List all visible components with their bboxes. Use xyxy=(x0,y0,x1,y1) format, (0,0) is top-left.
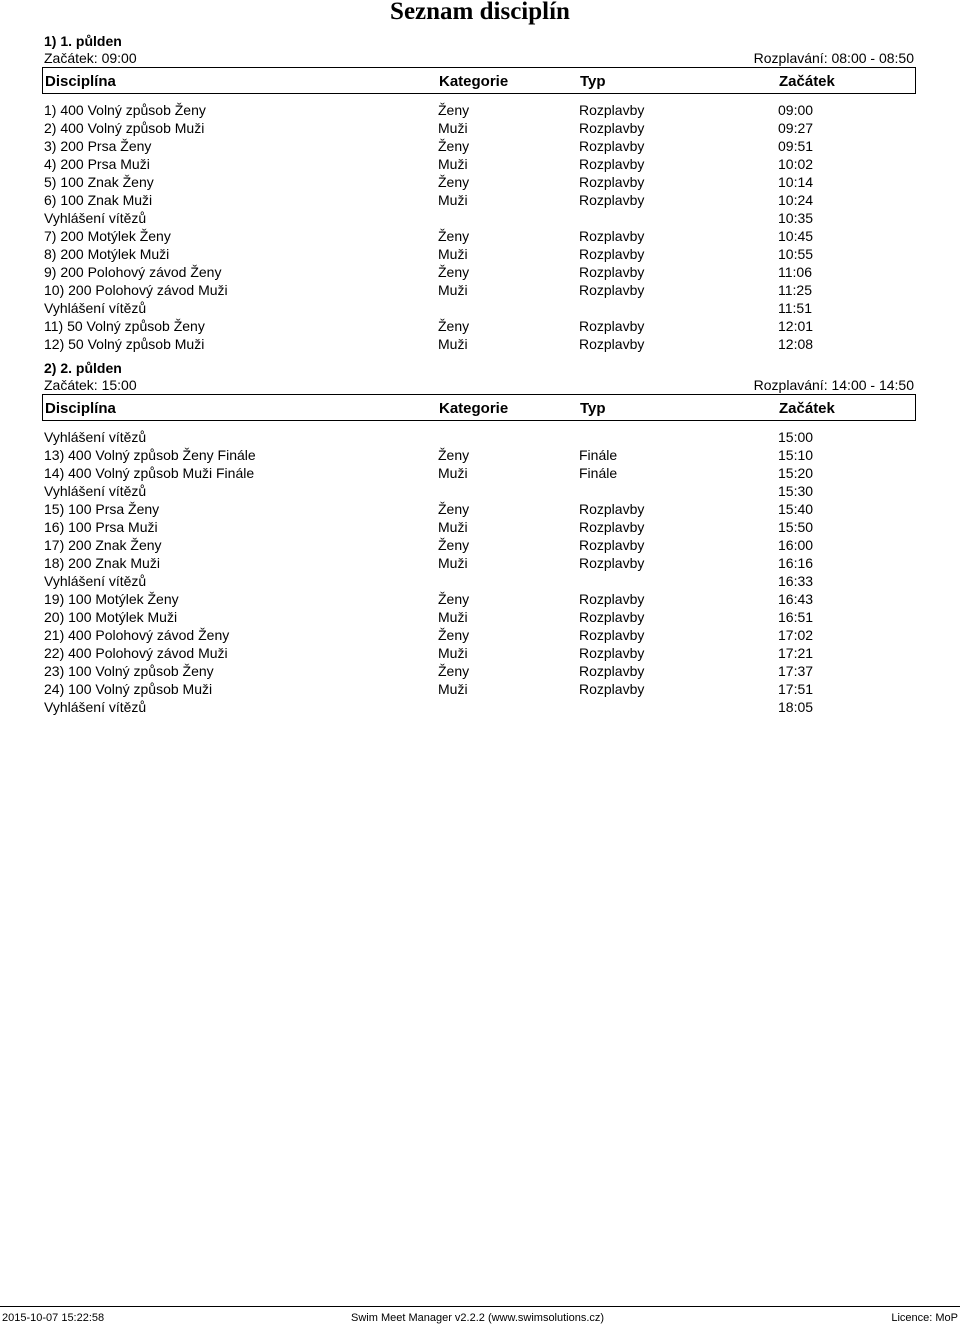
event-name: Vyhlášení vítězů xyxy=(44,300,147,316)
event-name: 16) 100 Prsa Muži xyxy=(44,519,158,535)
event-start-time: 09:00 xyxy=(778,102,814,118)
table-row xyxy=(44,482,918,500)
column-header-type: Typ xyxy=(580,400,606,417)
event-category: Muži xyxy=(438,681,468,697)
event-type: Rozplavby xyxy=(579,681,645,697)
table-row xyxy=(44,299,918,317)
event-category: Ženy xyxy=(438,138,470,154)
table-row xyxy=(44,173,918,191)
event-category: Ženy xyxy=(438,591,470,607)
event-type: Rozplavby xyxy=(579,138,645,154)
event-name: Vyhlášení vítězů xyxy=(44,699,147,715)
table-row xyxy=(44,446,918,464)
event-type: Finále xyxy=(579,465,618,481)
event-name: 5) 100 Znak Ženy xyxy=(44,174,154,190)
table-row xyxy=(44,662,918,680)
event-start-time: 17:51 xyxy=(778,681,814,697)
event-category: Muži xyxy=(438,555,468,571)
event-start-time: 10:24 xyxy=(778,192,814,208)
table-row xyxy=(44,644,918,662)
column-header-start: Začátek xyxy=(779,73,835,90)
event-name: Vyhlášení vítězů xyxy=(44,573,147,589)
event-name: 13) 400 Volný způsob Ženy Finále xyxy=(44,447,256,463)
table-row xyxy=(44,191,918,209)
table-row xyxy=(44,245,918,263)
section-warmup-time: Rozplavání: 08:00 - 08:50 xyxy=(753,50,914,66)
event-type: Rozplavby xyxy=(579,336,645,352)
event-start-time: 15:10 xyxy=(778,447,814,463)
event-name: 22) 400 Polohový závod Muži xyxy=(44,645,228,661)
event-type: Rozplavby xyxy=(579,246,645,262)
page-footer xyxy=(0,1306,960,1327)
event-category: Muži xyxy=(438,519,468,535)
event-type: Rozplavby xyxy=(579,228,645,244)
column-header-discipline: Disciplína xyxy=(45,400,116,417)
event-start-time: 09:27 xyxy=(778,120,814,136)
event-type: Rozplavby xyxy=(579,174,645,190)
event-type: Rozplavby xyxy=(579,282,645,298)
event-name: 18) 200 Znak Muži xyxy=(44,555,160,571)
event-name: 19) 100 Motýlek Ženy xyxy=(44,591,179,607)
event-type: Rozplavby xyxy=(579,501,645,517)
table-row xyxy=(44,698,918,716)
table-row xyxy=(44,626,918,644)
event-list xyxy=(44,101,918,353)
event-name: 8) 200 Motýlek Muži xyxy=(44,246,170,262)
table-row xyxy=(44,464,918,482)
event-name: 23) 100 Volný způsob Ženy xyxy=(44,663,214,679)
column-header-discipline: Disciplína xyxy=(45,73,116,90)
event-name: 1) 400 Volný způsob Ženy xyxy=(44,102,206,118)
table-row xyxy=(44,500,918,518)
event-name: 24) 100 Volný způsob Muži xyxy=(44,681,213,697)
event-type: Finále xyxy=(579,447,618,463)
event-category: Muži xyxy=(438,246,468,262)
section-start-time: Začátek: 15:00 xyxy=(44,377,137,393)
event-name: Vyhlášení vítězů xyxy=(44,210,147,226)
event-category: Muži xyxy=(438,192,468,208)
event-name: 17) 200 Znak Ženy xyxy=(44,537,162,553)
table-row xyxy=(44,227,918,245)
event-type: Rozplavby xyxy=(579,645,645,661)
table-row xyxy=(44,536,918,554)
table-row xyxy=(44,518,918,536)
event-start-time: 11:25 xyxy=(778,282,812,298)
table-row xyxy=(44,572,918,590)
event-category: Muži xyxy=(438,645,468,661)
event-type: Rozplavby xyxy=(579,318,645,334)
event-category: Ženy xyxy=(438,627,470,643)
event-start-time: 15:00 xyxy=(778,429,814,445)
event-name: 15) 100 Prsa Ženy xyxy=(44,501,160,517)
event-name: 4) 200 Prsa Muži xyxy=(44,156,150,172)
column-header-category: Kategorie xyxy=(439,73,509,90)
table-header xyxy=(42,67,916,94)
event-name: Vyhlášení vítězů xyxy=(44,429,147,445)
event-type: Rozplavby xyxy=(579,663,645,679)
table-row xyxy=(44,317,918,335)
event-start-time: 15:50 xyxy=(778,519,814,535)
event-name: 9) 200 Polohový závod Ženy xyxy=(44,264,222,280)
event-start-time: 16:43 xyxy=(778,591,814,607)
event-type: Rozplavby xyxy=(579,120,645,136)
event-start-time: 16:51 xyxy=(778,609,814,625)
event-category: Ženy xyxy=(438,537,470,553)
event-start-time: 10:35 xyxy=(778,210,814,226)
event-type: Rozplavby xyxy=(579,519,645,535)
table-row xyxy=(44,137,918,155)
event-start-time: 18:05 xyxy=(778,699,814,715)
event-start-time: 17:21 xyxy=(778,645,814,661)
event-start-time: 17:02 xyxy=(778,627,814,643)
event-name: 6) 100 Znak Muži xyxy=(44,192,153,208)
column-header-type: Typ xyxy=(580,73,606,90)
footer-timestamp: 2015-10-07 15:22:58 xyxy=(2,1312,105,1324)
table-row xyxy=(44,608,918,626)
event-type: Rozplavby xyxy=(579,192,645,208)
table-header xyxy=(42,394,916,421)
event-name: 20) 100 Motýlek Muži xyxy=(44,609,178,625)
event-category: Ženy xyxy=(438,501,470,517)
column-header-category: Kategorie xyxy=(439,400,509,417)
event-start-time: 16:33 xyxy=(778,573,814,589)
table-row xyxy=(44,263,918,281)
table-row xyxy=(44,680,918,698)
event-category: Ženy xyxy=(438,264,470,280)
event-category: Ženy xyxy=(438,102,470,118)
event-start-time: 11:06 xyxy=(778,264,812,280)
footer-license: Licence: MoP xyxy=(891,1312,958,1324)
event-name: 12) 50 Volný způsob Muži xyxy=(44,336,205,352)
event-category: Muži xyxy=(438,465,468,481)
event-name: 10) 200 Polohový závod Muži xyxy=(44,282,228,298)
event-start-time: 10:45 xyxy=(778,228,814,244)
event-start-time: 15:20 xyxy=(778,465,814,481)
event-start-time: 09:51 xyxy=(778,138,814,154)
event-category: Muži xyxy=(438,282,468,298)
table-row xyxy=(44,428,918,446)
event-start-time: 10:02 xyxy=(778,156,814,172)
table-row xyxy=(44,101,918,119)
event-start-time: 12:08 xyxy=(778,336,814,352)
event-category: Ženy xyxy=(438,663,470,679)
event-start-time: 17:37 xyxy=(778,663,814,679)
footer-software: Swim Meet Manager v2.2.2 (www.swimsolutions.cz) xyxy=(351,1312,605,1324)
page-title: Seznam disciplín xyxy=(390,0,570,25)
event-name: Vyhlášení vítězů xyxy=(44,483,147,499)
column-header-start: Začátek xyxy=(779,400,835,417)
event-name: 7) 200 Motýlek Ženy xyxy=(44,228,171,244)
event-type: Rozplavby xyxy=(579,537,645,553)
event-category: Muži xyxy=(438,156,468,172)
event-start-time: 15:30 xyxy=(778,483,814,499)
event-name: 3) 200 Prsa Ženy xyxy=(44,138,152,154)
event-category: Ženy xyxy=(438,447,470,463)
section-start-time: Začátek: 09:00 xyxy=(44,50,137,66)
event-list xyxy=(44,428,918,716)
event-type: Rozplavby xyxy=(579,102,645,118)
table-row xyxy=(44,554,918,572)
table-row xyxy=(44,155,918,173)
event-type: Rozplavby xyxy=(579,555,645,571)
event-name: 14) 400 Volný způsob Muži Finále xyxy=(44,465,255,481)
event-name: 2) 400 Volný způsob Muži xyxy=(44,120,205,136)
event-start-time: 15:40 xyxy=(778,501,814,517)
table-row xyxy=(44,335,918,353)
section-title: 2) 2. půlden xyxy=(44,360,122,376)
event-category: Muži xyxy=(438,336,468,352)
event-start-time: 11:51 xyxy=(778,300,812,316)
event-category: Muži xyxy=(438,120,468,136)
table-row xyxy=(44,119,918,137)
section-warmup-time: Rozplavání: 14:00 - 14:50 xyxy=(753,377,914,393)
section-title: 1) 1. půlden xyxy=(44,33,122,49)
event-type: Rozplavby xyxy=(579,591,645,607)
event-start-time: 16:00 xyxy=(778,537,814,553)
event-start-time: 10:14 xyxy=(778,174,814,190)
table-row xyxy=(44,209,918,227)
event-start-time: 16:16 xyxy=(778,555,814,571)
event-type: Rozplavby xyxy=(579,627,645,643)
event-category: Ženy xyxy=(438,228,470,244)
event-name: 21) 400 Polohový závod Ženy xyxy=(44,627,230,643)
event-category: Ženy xyxy=(438,318,470,334)
event-type: Rozplavby xyxy=(579,156,645,172)
event-start-time: 12:01 xyxy=(778,318,814,334)
event-category: Muži xyxy=(438,609,468,625)
event-category: Ženy xyxy=(438,174,470,190)
event-type: Rozplavby xyxy=(579,609,645,625)
table-row xyxy=(44,590,918,608)
table-row xyxy=(44,281,918,299)
event-start-time: 10:55 xyxy=(778,246,814,262)
event-type: Rozplavby xyxy=(579,264,645,280)
event-name: 11) 50 Volný způsob Ženy xyxy=(44,318,205,334)
